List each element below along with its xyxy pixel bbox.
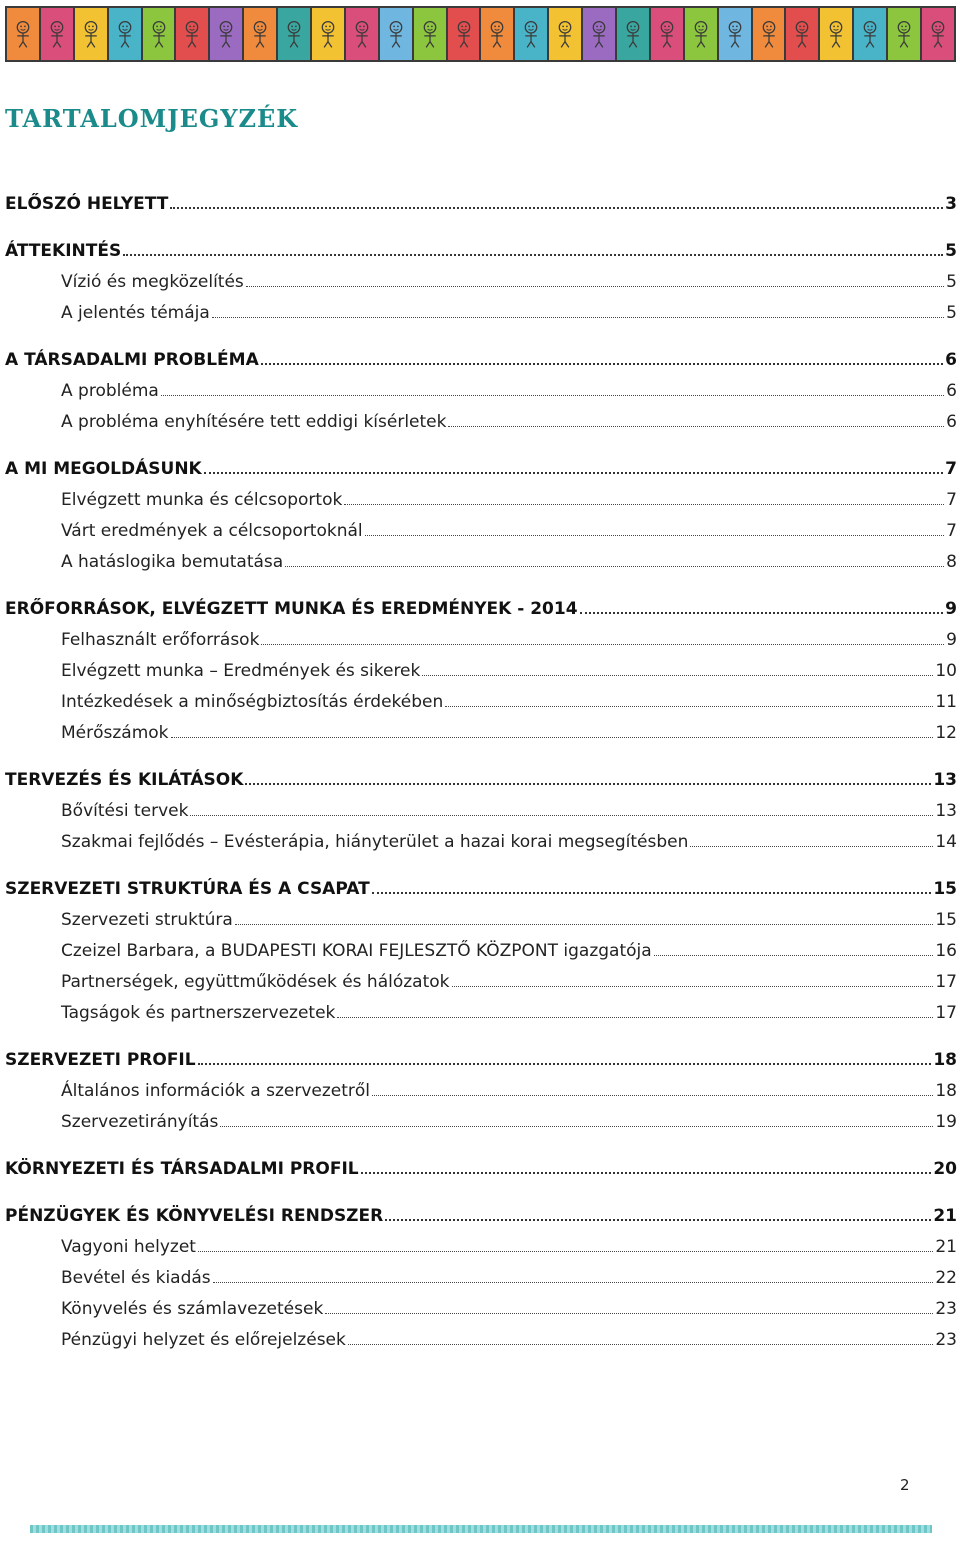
toc-subsection-entry[interactable] (5, 962, 957, 992)
toc-entry-label: Pénzügyi helyzet és előrejelzések (61, 1330, 346, 1350)
toc-section-entry[interactable] (5, 589, 957, 619)
banner-tile (685, 8, 717, 60)
toc-entry-page: 19 (935, 1112, 957, 1132)
toc-entry-page: 18 (933, 1050, 957, 1070)
toc-subsection-entry[interactable] (5, 1320, 957, 1350)
toc-dot-leader (337, 1016, 933, 1018)
toc-subsection-entry[interactable] (5, 900, 957, 930)
child-figure-icon (183, 13, 202, 55)
toc-subsection-entry[interactable] (5, 511, 957, 541)
toc-entry-page: 23 (935, 1330, 957, 1350)
toc-dot-leader (580, 611, 944, 614)
toc-entry-label: Czeizel Barbara, a BUDAPESTI KORAI FEJLESZTŐ KÖZPONT igazgatója (61, 941, 652, 961)
toc-dot-leader (372, 891, 932, 894)
toc-dot-leader (220, 1125, 933, 1127)
banner-tile (346, 8, 378, 60)
toc-entry-page: 10 (935, 661, 957, 681)
header-banner (5, 6, 956, 62)
toc-entry-page: 9 (946, 630, 957, 650)
child-figure-icon (657, 13, 676, 55)
toc-dot-leader (365, 534, 945, 536)
child-figure-icon (827, 13, 846, 55)
toc-subsection-entry[interactable] (5, 262, 957, 292)
child-figure-icon (556, 13, 575, 55)
child-figure-icon (318, 13, 337, 55)
toc-dot-leader (452, 985, 934, 987)
toc-entry-page: 17 (935, 972, 957, 992)
banner-tile (719, 8, 751, 60)
toc-entry-page: 5 (945, 241, 957, 261)
child-figure-icon (725, 13, 744, 55)
banner-tile (380, 8, 412, 60)
toc-entry-label: KÖRNYEZETI ÉS TÁRSADALMI PROFIL (5, 1159, 359, 1179)
toc-entry-label: Szervezeti struktúra (61, 910, 233, 930)
banner-tile (278, 8, 310, 60)
banner-tile (888, 8, 920, 60)
toc-entry-label: Partnerségek, együttműködések és hálózatok (61, 972, 450, 992)
child-figure-icon (352, 13, 371, 55)
child-figure-icon (623, 13, 642, 55)
toc-entry-label: A jelentés témája (61, 303, 210, 323)
banner-tile (244, 8, 276, 60)
toc-entry-page: 11 (935, 692, 957, 712)
toc-entry-page: 18 (935, 1081, 957, 1101)
toc-entry-page: 16 (935, 941, 957, 961)
toc-entry-label: Mérőszámok (61, 723, 169, 743)
banner-tile (481, 8, 513, 60)
toc-entry-label: ÁTTEKINTÉS (5, 241, 122, 261)
banner-tile (786, 8, 818, 60)
banner-tile (210, 8, 242, 60)
child-figure-icon (590, 13, 609, 55)
toc-subsection-entry[interactable] (5, 1258, 957, 1288)
banner-tile (143, 8, 175, 60)
toc-dot-leader (448, 425, 944, 427)
toc-section-entry[interactable] (5, 760, 957, 790)
toc-entry-label: A MI MEGOLDÁSUNK (5, 459, 202, 479)
child-figure-icon (386, 13, 405, 55)
toc-dot-leader (325, 1312, 933, 1314)
child-figure-icon (81, 13, 100, 55)
toc-entry-page: 22 (935, 1268, 957, 1288)
banner-tile (176, 8, 208, 60)
toc-subsection-entry[interactable] (5, 651, 957, 681)
toc-entry-label: Szervezetirányítás (61, 1112, 219, 1132)
toc-section-entry[interactable] (5, 340, 957, 370)
toc-dot-leader (246, 285, 944, 287)
banner-tile (75, 8, 107, 60)
toc-subsection-entry[interactable] (5, 682, 957, 712)
toc-subsection-entry[interactable] (5, 1289, 957, 1319)
toc-dot-leader (161, 394, 944, 396)
toc-section-entry[interactable] (5, 1149, 957, 1179)
toc-subsection-entry[interactable] (5, 402, 957, 432)
toc-dot-leader (204, 471, 943, 474)
toc-subsection-entry[interactable] (5, 1227, 957, 1257)
toc-entry-label: A probléma enyhítésére tett eddigi kísérletek (61, 412, 447, 432)
toc-entry-label: SZERVEZETI STRUKTÚRA ÉS A CSAPAT (5, 879, 370, 899)
toc-entry-label: Elvégzett munka és célcsoportok (61, 490, 343, 510)
page-number: 2 (900, 1476, 910, 1494)
toc-dot-leader (235, 923, 934, 925)
toc-entry-page: 12 (935, 723, 957, 743)
child-figure-icon (488, 13, 507, 55)
banner-tile (312, 8, 344, 60)
banner-tile (854, 8, 886, 60)
toc-entry-label: Felhasznált erőforrások (61, 630, 260, 650)
child-figure-icon (115, 13, 134, 55)
toc-entry-label: ELŐSZÓ HELYETT (5, 194, 169, 214)
toc-entry-page: 20 (933, 1159, 957, 1179)
toc-entry-page: 21 (933, 1206, 957, 1226)
toc-entry-label: Szakmai fejlődés – Evésterápia, hiányterület a hazai korai megsegítésben (61, 832, 689, 852)
toc-subsection-entry[interactable] (5, 993, 957, 1023)
toc-entry-page: 9 (945, 599, 957, 619)
toc-entry-page: 23 (935, 1299, 957, 1319)
toc-entry-label: Intézkedések a minőségbiztosítás érdekében (61, 692, 444, 712)
toc-dot-leader (372, 1094, 933, 1096)
toc-entry-page: 3 (945, 194, 957, 214)
toc-entry-page: 6 (946, 412, 957, 432)
child-figure-icon (793, 13, 812, 55)
toc-subsection-entry[interactable] (5, 1102, 957, 1132)
toc-dot-leader (385, 1218, 931, 1221)
toc-dot-leader (198, 1250, 933, 1252)
toc-dot-leader (690, 845, 933, 847)
toc-entry-page: 21 (935, 1237, 957, 1257)
toc-entry-page: 7 (946, 490, 957, 510)
child-figure-icon (759, 13, 778, 55)
toc-subsection-entry[interactable] (5, 293, 957, 323)
banner-tile (414, 8, 446, 60)
toc-subsection-entry[interactable] (5, 822, 957, 852)
toc-entry-page: 15 (935, 910, 957, 930)
toc-entry-label: Tagságok és partnerszervezetek (61, 1003, 336, 1023)
toc-entry-page: 5 (946, 303, 957, 323)
toc-subsection-entry[interactable] (5, 791, 957, 821)
toc-entry-label: Elvégzett munka – Eredmények és sikerek (61, 661, 421, 681)
toc-entry-label: SZERVEZETI PROFIL (5, 1050, 196, 1070)
banner-tile (583, 8, 615, 60)
toc-entry-page: 13 (933, 770, 957, 790)
banner-tile (109, 8, 141, 60)
toc-dot-leader (212, 316, 944, 318)
toc-entry-page: 14 (935, 832, 957, 852)
toc-entry-label: Bővítési tervek (61, 801, 189, 821)
toc-entry-page: 15 (933, 879, 957, 899)
toc-dot-leader (123, 253, 943, 256)
toc-section-entry[interactable] (5, 449, 957, 479)
toc-dot-leader (261, 362, 943, 365)
child-figure-icon (47, 13, 66, 55)
toc-entry-label: A TÁRSADALMI PROBLÉMA (5, 350, 259, 370)
toc-section-entry[interactable] (5, 1196, 957, 1226)
toc-subsection-entry[interactable] (5, 931, 957, 961)
toc-dot-leader (654, 954, 934, 956)
toc-subsection-entry[interactable] (5, 620, 957, 650)
banner-tile (448, 8, 480, 60)
toc-entry-page: 17 (935, 1003, 957, 1023)
toc-entry-label: PÉNZÜGYEK ÉS KÖNYVELÉSI RENDSZER (5, 1206, 384, 1226)
child-figure-icon (928, 13, 947, 55)
banner-tile (7, 8, 39, 60)
child-figure-icon (454, 13, 473, 55)
child-figure-icon (861, 13, 880, 55)
footer-bar (30, 1525, 932, 1533)
toc-subsection-entry[interactable] (5, 371, 957, 401)
banner-tile (922, 8, 954, 60)
toc-dot-leader (422, 674, 933, 676)
toc-subsection-entry[interactable] (5, 713, 957, 743)
toc-entry-page: 7 (946, 521, 957, 541)
toc-dot-leader (198, 1062, 932, 1065)
toc-entry-label: A probléma (61, 381, 159, 401)
child-figure-icon (420, 13, 439, 55)
banner-tile (820, 8, 852, 60)
toc-entry-label: Könyvelés és számlavezetések (61, 1299, 324, 1319)
banner-tile (651, 8, 683, 60)
toc-entry-label: Vízió és megközelítés (61, 272, 244, 292)
toc-entry-page: 6 (945, 350, 957, 370)
toc-dot-leader (348, 1343, 934, 1345)
child-figure-icon (691, 13, 710, 55)
toc-section-entry[interactable] (5, 869, 957, 899)
toc-dot-leader (213, 1281, 934, 1283)
toc-entry-label: Várt eredmények a célcsoportoknál (61, 521, 363, 541)
toc-dot-leader (190, 814, 933, 816)
toc-subsection-entry[interactable] (5, 480, 957, 510)
toc-entry-page: 13 (935, 801, 957, 821)
toc-dot-leader (245, 782, 931, 785)
toc-entry-label: TERVEZÉS ÉS KILÁTÁSOK (5, 770, 244, 790)
child-figure-icon (149, 13, 168, 55)
toc-entry-label: Vagyoni helyzet (61, 1237, 196, 1257)
toc-entry-label: A hatáslogika bemutatása (61, 552, 284, 572)
banner-tile (549, 8, 581, 60)
toc-subsection-entry[interactable] (5, 1071, 957, 1101)
toc-dot-leader (171, 736, 934, 738)
child-figure-icon (895, 13, 914, 55)
child-figure-icon (522, 13, 541, 55)
toc-dot-leader (361, 1171, 932, 1174)
toc-entry-page: 7 (945, 459, 957, 479)
child-figure-icon (217, 13, 236, 55)
child-figure-icon (285, 13, 304, 55)
child-figure-icon (13, 13, 32, 55)
toc-dot-leader (261, 643, 944, 645)
toc-section-entry[interactable] (5, 231, 957, 261)
toc-section-entry[interactable] (5, 184, 957, 214)
banner-tile (41, 8, 73, 60)
toc-subsection-entry[interactable] (5, 542, 957, 572)
toc-entry-page: 6 (946, 381, 957, 401)
toc-section-entry[interactable] (5, 1040, 957, 1070)
banner-tile (617, 8, 649, 60)
toc-entry-page: 8 (946, 552, 957, 572)
toc-entry-label: Általános információk a szervezetről (61, 1081, 371, 1101)
banner-tile (753, 8, 785, 60)
toc-dot-leader (445, 705, 933, 707)
toc-entry-label: Bevétel és kiadás (61, 1268, 211, 1288)
toc-entry-label: ERŐFORRÁSOK, ELVÉGZETT MUNKA ÉS EREDMÉNYEK - 2014 (5, 599, 578, 619)
child-figure-icon (251, 13, 270, 55)
page-title: TARTALOMJEGYZÉK (5, 104, 299, 133)
toc-dot-leader (170, 206, 943, 209)
toc-dot-leader (344, 503, 944, 505)
toc-entry-page: 5 (946, 272, 957, 292)
toc-dot-leader (285, 565, 944, 567)
banner-tile (515, 8, 547, 60)
